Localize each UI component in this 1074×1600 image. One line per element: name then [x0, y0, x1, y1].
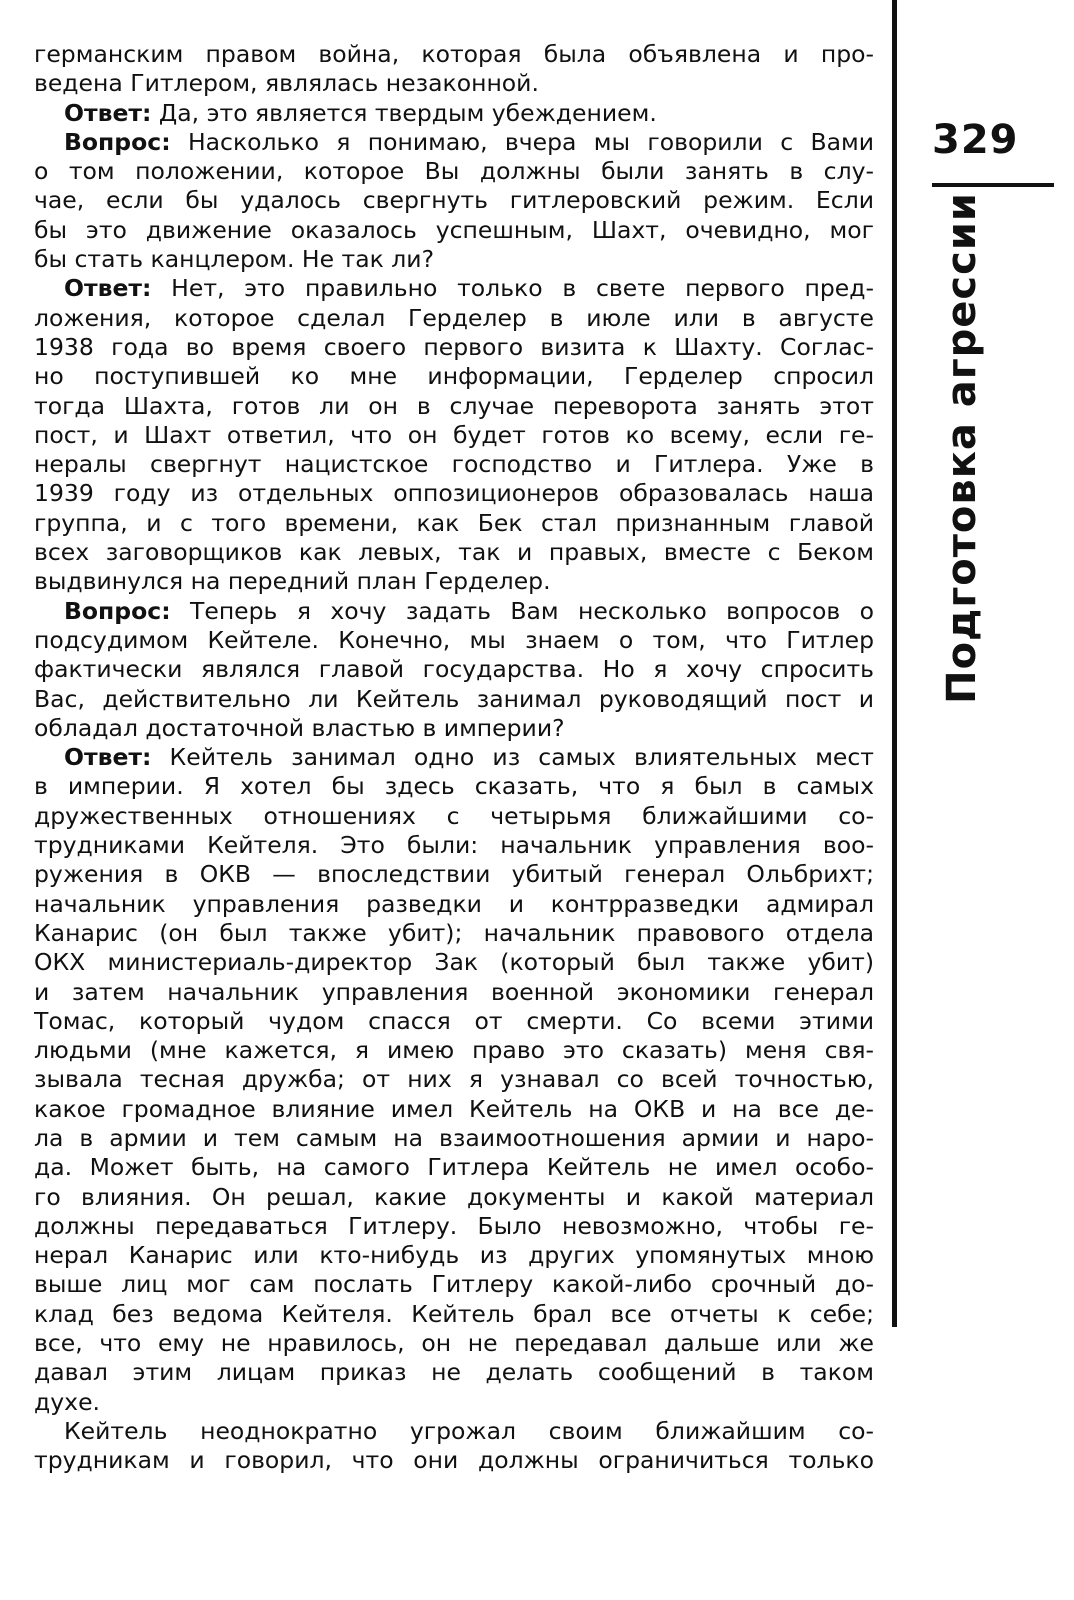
text-line [34, 567, 874, 596]
text-line [34, 597, 874, 626]
text-line [34, 1329, 874, 1358]
line-text: пост, и Шахт ответил, что он будет готов ко всему, если ге- [34, 420, 874, 449]
line-text: бы это движение оказалось успешным, Шахт, очевидно, мог [34, 215, 874, 244]
text-line [34, 1241, 874, 1270]
line-text: группа, и с того времени, как Бек стал признанным главой [34, 508, 874, 537]
text-line [34, 860, 874, 889]
line-text: Да, это является твердым убеждением. [151, 98, 657, 127]
text-line [34, 626, 874, 655]
line-text: какое громадное влияние имел Кейтель на ОКВ и на все де- [34, 1094, 874, 1123]
text-line [34, 479, 874, 508]
line-text: Насколько я понимаю, вчера мы говорили с Вами [170, 127, 874, 156]
line-text: ОКХ министериаль-директор Зак (который был также убит) [34, 948, 874, 977]
line-text: ла в армии и тем самым на взаимоотношения армии и наро- [34, 1123, 874, 1152]
line-text: фактически являлся главой государства. Но я хочу спросить [34, 655, 874, 684]
line-text: Кейтель занимал одно из самых влиятельных мест [151, 743, 874, 772]
text-line [34, 978, 874, 1007]
line-text: выдвинулся на передний план Герделер. [34, 567, 551, 596]
text-line [34, 69, 874, 98]
text-line [34, 890, 874, 919]
text-line [34, 1446, 874, 1475]
line-text: го влияния. Он решал, какие документы и какой материал [34, 1182, 874, 1211]
text-line [34, 1212, 874, 1241]
text-line [34, 831, 874, 860]
line-text: всех заговорщиков как левых, так и правых, вместе с Беком [34, 538, 874, 567]
line-text: Нет, это правильно только в свете первого пред- [151, 274, 874, 303]
line-text: в империи. Я хотел бы здесь сказать, что я был в самых [34, 772, 874, 801]
text-line [34, 1007, 874, 1036]
text-line [34, 1183, 874, 1212]
line-text: бы стать канцлером. Не так ли? [34, 245, 435, 274]
text-line [34, 772, 874, 801]
text-line [34, 1270, 874, 1299]
text-line [34, 245, 874, 274]
line-text: давал этим лицам приказ не делать сообщений в таком [34, 1358, 874, 1387]
text-line [34, 216, 874, 245]
answer-label: Ответ: [64, 743, 152, 772]
text-line [34, 1153, 874, 1182]
text-line [34, 509, 874, 538]
question-label: Вопрос: [64, 596, 171, 625]
line-text: трудникам и говорил, что они должны ограничиться только [34, 1446, 874, 1475]
line-text: нералы свергнут нацистское господство и Гитлера. Уже в [34, 450, 874, 479]
text-line [34, 450, 874, 479]
line-text: нерал Канарис или кто-нибудь из других упомянутых мною [34, 1241, 874, 1270]
text-line [34, 186, 874, 215]
line-text: людьми (мне кажется, я имею право это сказать) меня свя- [34, 1036, 874, 1065]
text-line [34, 40, 874, 69]
text-line [34, 919, 874, 948]
text-line [34, 304, 874, 333]
page-number: 329 [932, 117, 1019, 163]
text-line [34, 421, 874, 450]
line-text: ведена Гитлером, являлась незаконной. [34, 69, 539, 98]
running-head: Подготовка агрессии [939, 192, 985, 704]
text-line [34, 948, 874, 977]
question-label: Вопрос: [64, 127, 171, 156]
text-line [34, 1300, 874, 1329]
text-line [34, 685, 874, 714]
line-text: все, что ему не нравилось, он не передавал дальше или же [34, 1329, 874, 1358]
line-text: начальник управления разведки и контрразведки адмирал [34, 889, 874, 918]
line-text: тогда Шахта, готов ли он в случае переворота занять этот [34, 391, 874, 420]
text-line [34, 1095, 874, 1124]
line-text: о том положении, которое Вы должны были занять в слу- [34, 157, 874, 186]
line-text: ложения, которое сделал Герделер в июле или в августе [34, 303, 874, 332]
text-line [34, 743, 874, 772]
line-text: Канарис (он был также убит); начальник правового отдела [34, 918, 874, 947]
line-text: зывала тесная дружба; от них я узнавал со всей точностью, [34, 1065, 874, 1094]
line-text: и затем начальник управления военной экономики генерал [34, 977, 874, 1006]
line-text: Томас, который чудом спасся от смерти. Со всеми этими [34, 1006, 874, 1035]
line-text: но поступившей ко мне информации, Герделер спросил [34, 362, 874, 391]
text-line [34, 1036, 874, 1065]
line-text: Кейтель неоднократно угрожал своим ближайшим со- [64, 1416, 874, 1445]
text-line [34, 1065, 874, 1094]
answer-label: Ответ: [64, 274, 152, 303]
line-text: клад без ведома Кейтеля. Кейтель брал все отчеты к себе; [34, 1299, 874, 1328]
line-text: подсудимом Кейтеле. Конечно, мы знаем о том, что Гитлер [34, 625, 874, 654]
answer-label: Ответ: [64, 98, 152, 127]
text-line [34, 538, 874, 567]
line-text: ружения в ОКВ — впоследствии убитый генерал Ольбрихт; [34, 860, 874, 889]
text-line [34, 1358, 874, 1387]
line-text: 1938 года во время своего первого визита к Шахту. Соглас- [34, 332, 874, 361]
text-line [34, 392, 874, 421]
text-line [34, 1124, 874, 1153]
text-line [34, 99, 874, 128]
line-text: да. Может быть, на самого Гитлера Кейтель не имел особо- [34, 1153, 874, 1182]
text-line [34, 157, 874, 186]
text-line [34, 1417, 874, 1446]
text-line [34, 362, 874, 391]
text-line [34, 714, 874, 743]
text-line [34, 655, 874, 684]
line-text: обладал достаточной властью в империи? [34, 713, 565, 742]
text-line [34, 802, 874, 831]
text-line [34, 333, 874, 362]
line-text: германским правом война, которая была объявлена и про- [34, 40, 874, 68]
line-text: дружественных отношениях с четырьмя ближайшими со- [34, 801, 874, 830]
vertical-rule [892, 0, 897, 1327]
text-line [34, 1388, 874, 1417]
line-text: должны передаваться Гитлеру. Было невозможно, чтобы ге- [34, 1211, 874, 1240]
line-text: трудниками Кейтеля. Это были: начальник управления воо- [34, 831, 874, 860]
body-text [34, 40, 874, 1476]
line-text: Вас, действительно ли Кейтель занимал руководящий пост и [34, 684, 874, 713]
text-line [34, 128, 874, 157]
line-text: выше лиц мог сам послать Гитлеру какой-либо срочный до- [34, 1270, 874, 1299]
line-text: 1939 году из отдельных оппозиционеров образовалась наша [34, 479, 874, 508]
page-number-underline [932, 183, 1054, 187]
line-text: чае, если бы удалось свергнуть гитлеровский режим. Если [34, 186, 874, 215]
line-text: Теперь я хочу задать Вам несколько вопросов о [170, 596, 874, 625]
line-text: духе. [34, 1387, 100, 1416]
text-line [34, 274, 874, 303]
